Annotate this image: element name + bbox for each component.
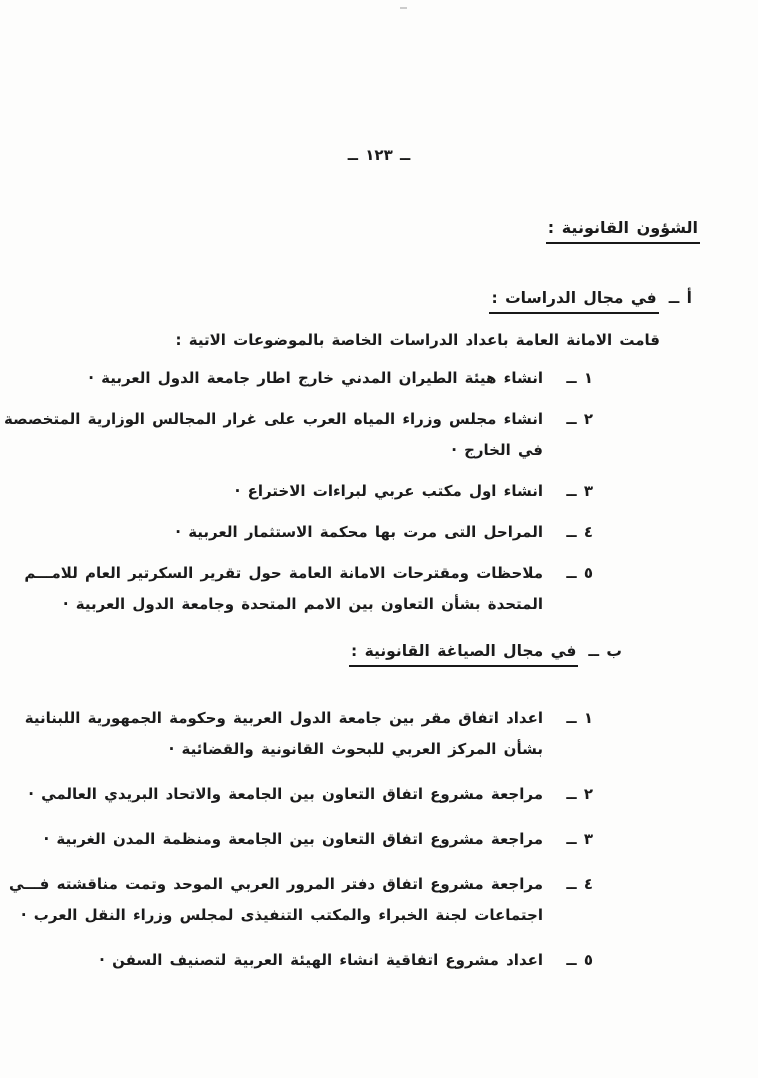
section-b-heading bbox=[0, 642, 622, 667]
section-b-heading-text: في مجال الصياغة القانونية : bbox=[349, 642, 578, 667]
section-a-intro: قامت الامانة العامة باعداد الدراسات الخاصة بالموضوعات الاتية : bbox=[175, 331, 660, 349]
item-body bbox=[0, 824, 543, 855]
section-a-heading bbox=[0, 289, 692, 314]
list-item bbox=[0, 824, 593, 855]
item-marker: ٤ ــ bbox=[566, 523, 593, 541]
section-a-marker: أ ــ bbox=[668, 289, 692, 307]
item-line: انشاء اول مكتب عربي لبراءات الاختراع · bbox=[234, 482, 543, 500]
item-marker: ٢ ــ bbox=[566, 785, 593, 803]
list-item bbox=[0, 517, 593, 548]
scan-artifact bbox=[400, 7, 407, 9]
item-line: مراجعة مشروع اتفاق التعاون بين الجامعة ومنظمة المدن الغربية · bbox=[43, 830, 543, 848]
list-item bbox=[0, 703, 593, 765]
item-marker: ١ ــ bbox=[566, 369, 593, 387]
item-body bbox=[0, 703, 543, 765]
item-marker: ٣ ــ bbox=[566, 830, 593, 848]
section-b-list bbox=[0, 703, 593, 976]
item-line: انشاء هيئة الطيران المدني خارج اطار جامعة الدول العربية · bbox=[88, 369, 543, 387]
item-line: ملاحظات ومقترحات الامانة العامة حول تقرير السكرتير العام للامـــم bbox=[24, 564, 543, 582]
item-marker: ١ ــ bbox=[566, 709, 593, 727]
item-body bbox=[0, 779, 543, 810]
section-a-list bbox=[0, 363, 593, 620]
section-a-heading-text: في مجال الدراسات : bbox=[489, 289, 658, 314]
item-marker: ٢ ــ bbox=[566, 410, 593, 428]
item-body bbox=[0, 869, 543, 931]
item-body bbox=[0, 363, 543, 394]
item-body bbox=[0, 404, 543, 466]
item-line: مراجعة مشروع اتفاق التعاون بين الجامعة والاتحاد البريدي العالمي · bbox=[28, 785, 543, 803]
item-body bbox=[0, 945, 543, 976]
section-b-marker: ب ــ bbox=[588, 642, 622, 660]
item-line: في الخارج · bbox=[451, 441, 543, 459]
item-marker: ٣ ــ bbox=[566, 482, 593, 500]
item-line: مراجعة مشروع اتفاق دفتر المرور العربي الموحد وتمت مناقشته فـــي bbox=[9, 875, 543, 893]
item-line: بشأن المركز العربي للبحوث القانونية والقضائية · bbox=[168, 740, 543, 758]
item-marker: ٤ ــ bbox=[566, 875, 593, 893]
list-item bbox=[0, 945, 593, 976]
item-line: اعداد اتفاق مقر بين جامعة الدول العربية وحكومة الجمهورية اللبنانية bbox=[24, 709, 543, 727]
list-item bbox=[0, 558, 593, 620]
item-body bbox=[0, 517, 543, 548]
list-item bbox=[0, 404, 593, 466]
item-line: اجتماعات لجنة الخبراء والمكتب التنفيذى لمجلس وزراء النقل العرب · bbox=[20, 906, 543, 924]
item-line: المتحدة بشأن التعاون بين الامم المتحدة وجامعة الدول العربية · bbox=[62, 595, 543, 613]
item-body bbox=[0, 558, 543, 620]
page-number: ــ ١٢٣ ــ bbox=[347, 146, 411, 164]
item-line: المراحل التى مرت بها محكمة الاستثمار العربية · bbox=[175, 523, 543, 541]
list-item bbox=[0, 869, 593, 931]
item-line: انشاء مجلس وزراء المياه العرب على غرار المجالس الوزارية المتخصصة bbox=[3, 410, 543, 428]
item-line: اعداد مشروع اتفاقية انشاء الهيئة العربية لتصنيف السفن · bbox=[99, 951, 543, 969]
list-item bbox=[0, 363, 593, 394]
document-title-text: الشؤون القانونية : bbox=[546, 218, 700, 244]
list-item bbox=[0, 476, 593, 507]
item-body bbox=[0, 476, 543, 507]
document-title bbox=[0, 218, 700, 237]
list-item bbox=[0, 779, 593, 810]
item-marker: ٥ ــ bbox=[566, 951, 593, 969]
item-marker: ٥ ــ bbox=[566, 564, 593, 582]
